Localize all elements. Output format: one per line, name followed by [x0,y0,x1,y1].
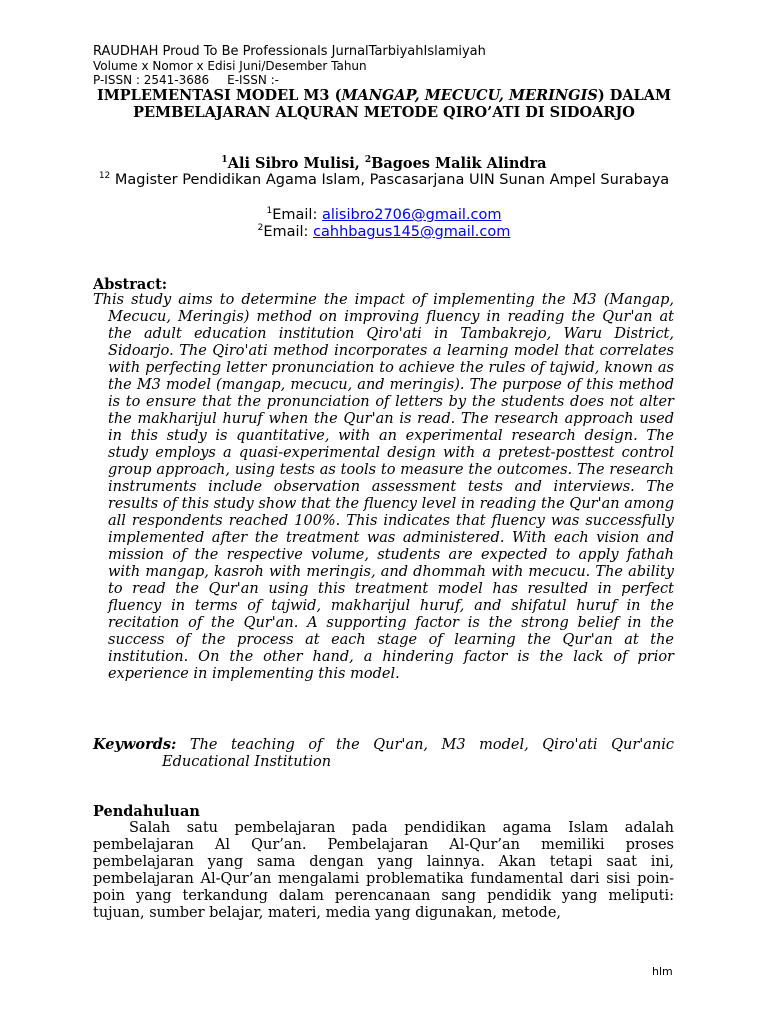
email-line-2 [93,224,675,240]
volume-info: Volume x Nomor x Edisi Juni/Desember Tahun [93,59,367,73]
page-footer: hlm [652,965,673,978]
section-body: Salah satu pembelajaran pada pendidikan agama Islam adalah pembelajaran Al Qur’an. Pembelajaran Al-Qur’an memiliki proses pembelajaran yang sama dengan yang lainnya. Akan tetapi saat ini, pembelajaran Al-Qur’an mengalami problematika fundamental dari sisi poin-poin yang terkandung dalam perencanaan sang pendidik yang meliputi: tujuan, sumber belajar, materi, media yang digunakan, metode, [93,820,674,921]
keywords-text: The teaching of the Qur'an, M3 model, Qiro'ati Qur'anic Educational Institution [162,737,674,770]
keywords-label: Keywords: [93,736,177,753]
abstract-heading: Abstract: [93,276,168,293]
email-line-1 [93,207,675,223]
e-issn: E-ISSN :- [227,73,279,87]
issn-line [93,73,297,87]
p-issn: P-ISSN : 2541-3686 [93,73,210,87]
paper-title [93,87,675,121]
affiliation-sup: 12 [98,171,111,182]
author-1-sup: 1 [221,155,228,166]
email-1-label: Email: [272,207,322,223]
email-2-label: Email: [263,224,314,240]
author-2-name: Bagoes Malik Alindra [371,155,547,172]
abstract-text: This study aims to determine the impact of implementing the M3 (Mangap, Mecucu, Meringis) method on improving fluency in reading the Qur'an at the adult education institution Qiro'ati in Tambakrejo, Waru District, Sidoarjo. The Qiro'ati method incorporates a learning model that correlates with perfecting letter pronunciation to achieve the rules of tajwid, known as the M3 model (mangap, mecucu, and meringis). The purpose of this method is to ensure that the pronunciation of letters by the students does not alter the makharijul huruf when the Qur'an is read. The research approach used in this study is quantitative, with an experimental research design. The study employs a quasi-experimental design with a pretest-posttest control group approach, using tests as tools to measure the outcomes. The research instruments include observation assessment tests and interviews. The results of this study show that the fluency level in reading the Qur'an among all respondents reached 100%. This indicates that fluency was successfully implemented after the treatment was administered. With each vision and mission of the respective volume, students are expected to apply fathah with mangap, kasroh with meringis, and dhommah with mecucu. The ability to read the Qur'an using this treatment model has resulted in perfect fluency in terms of tajwid, makharijul huruf, and shifatul huruf in the recitation of the Qur'an. A supporting factor is the strong belief in the success of the process at each stage of learning the Qur'an at the institution. On the other hand, a hindering factor is the lack of prior experience in implementing this model. [93,292,674,682]
keywords [93,736,674,771]
author-1-name: Ali Sibro Mulisi, [227,155,365,172]
email-link-2[interactable]: cahhbagus145@gmail.com [313,224,511,240]
affiliation-text: Magister Pendidikan Agama Islam, Pascasarjana UIN Sunan Ampel Surabaya [110,172,670,188]
section-heading: Pendahuluan [93,803,200,820]
authors [93,155,675,172]
journal-name: RAUDHAH Proud To Be Professionals JurnalTarbiyahIslamiyah [93,44,486,59]
affiliation [93,172,675,189]
author-2-sup: 2 [364,155,372,166]
email-link-1[interactable]: alisibro2706@gmail.com [321,207,502,223]
title-part-1: IMPLEMENTASI MODEL M3 ( [96,87,342,104]
title-part-2: ) DALAM PEMBELAJARAN ALQURAN METODE QIRO’ATI DI SIDOARJO [133,87,672,121]
title-italic: MANGAP, MECUCU, MERINGIS [341,87,598,104]
email-1-sup: 1 [266,206,273,217]
email-2-sup: 2 [257,223,264,234]
